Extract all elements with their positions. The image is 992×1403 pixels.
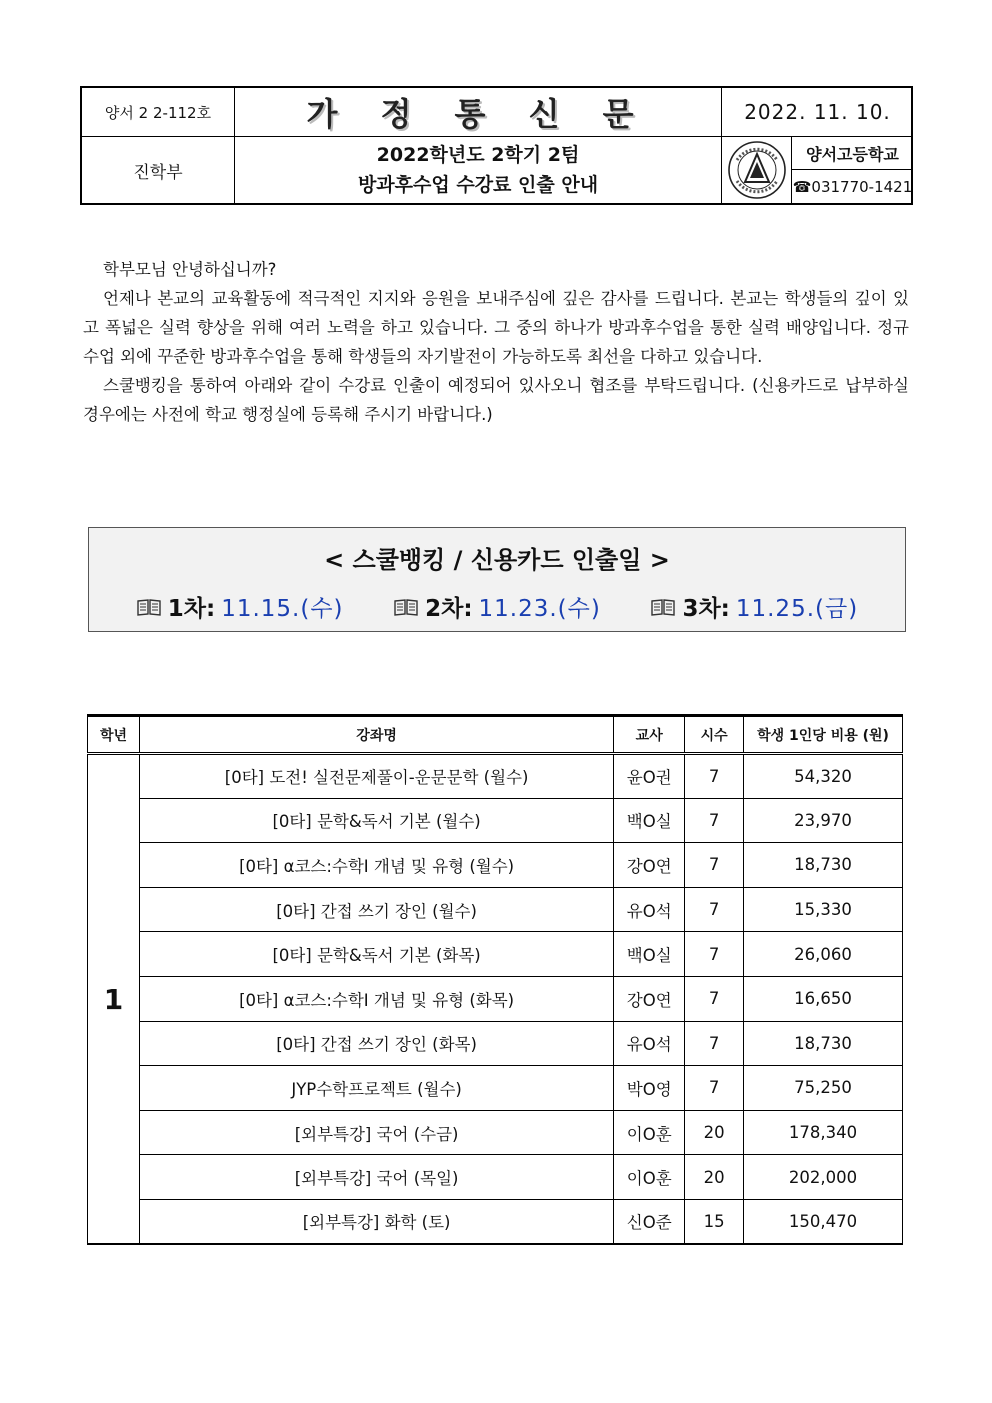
school-phone: ☎031770-1421 [792, 177, 913, 196]
table-row [88, 1199, 903, 1244]
withdrawal-date-value: 11.25.(금) [735, 596, 859, 622]
table-row [88, 843, 903, 888]
withdrawal-date-label: 2차: [425, 596, 473, 622]
teacher-cell: 유O석 [614, 1021, 685, 1066]
cost-cell: 178,340 [744, 1110, 903, 1155]
notice-header [80, 86, 913, 205]
cost-cell: 75,250 [744, 1066, 903, 1111]
col-header-grade: 학년 [88, 716, 140, 754]
course-name-cell: [0타] 문학&독서 기본 (월수) [139, 798, 613, 843]
course-name-cell: [외부특강] 국어 (수금) [139, 1110, 613, 1155]
hours-cell: 15 [685, 1199, 744, 1244]
hours-cell: 7 [685, 976, 744, 1021]
table-row [88, 754, 903, 799]
teacher-cell: 강O연 [614, 976, 685, 1021]
teacher-cell: 박O영 [614, 1066, 685, 1111]
teacher-cell: 백O실 [614, 798, 685, 843]
course-fee-table [87, 714, 903, 1245]
table-row [88, 932, 903, 977]
letter-paragraph-2: 스쿨뱅킹을 통하여 아래와 같이 수강료 인출이 예정되어 있사오니 협조를 부탁드립니다. (신용카드로 납부하실 경우에는 사전에 학교 행정실에 등록해 주시기 바랍니다.) [83, 376, 909, 424]
grade-cell: 1 [88, 754, 140, 1245]
course-name-cell: [0타] 간접 쓰기 장인 (월수) [139, 887, 613, 932]
letter-body [83, 255, 909, 429]
subtitle-line-1: 2022학년도 2학기 2텀 [376, 144, 580, 166]
table-row [88, 1110, 903, 1155]
withdrawal-schedule-box [88, 527, 906, 632]
school-info [792, 137, 913, 203]
course-name-cell: [0타] 도전! 실전문제풀이-운문문학 (월수) [139, 754, 613, 799]
withdrawal-date-3 [650, 590, 858, 623]
col-header-cost: 학생 1인당 비용 (원) [744, 716, 903, 754]
cost-cell: 202,000 [744, 1155, 903, 1200]
course-name-cell: [외부특강] 국어 (목일) [139, 1155, 613, 1200]
open-book-icon [650, 597, 676, 617]
hours-cell: 7 [685, 754, 744, 799]
subtitle-line-2: 방과후수업 수강료 인출 안내 [357, 174, 599, 196]
document-number: 양서 2 2-112호 [82, 88, 235, 136]
hours-cell: 20 [685, 1155, 744, 1200]
cost-cell: 15,330 [744, 887, 903, 932]
col-header-course: 강좌명 [139, 716, 613, 754]
teacher-cell: 유O석 [614, 887, 685, 932]
table-row [88, 976, 903, 1021]
cost-cell: 18,730 [744, 843, 903, 888]
open-book-icon [136, 597, 162, 617]
header-row-top [82, 88, 911, 137]
teacher-cell: 신O준 [614, 1199, 685, 1244]
table-row [88, 1155, 903, 1200]
greeting: 학부모님 안녕하십니까? [103, 260, 277, 279]
withdrawal-date-label: 1차: [167, 596, 216, 622]
teacher-cell: 윤O권 [614, 754, 685, 799]
col-header-teacher: 교사 [614, 716, 685, 754]
department: 진학부 [82, 137, 235, 203]
table-row [88, 887, 903, 932]
hours-cell: 7 [685, 932, 744, 977]
withdrawal-date-1 [136, 590, 344, 623]
withdrawal-date-label: 3차: [682, 596, 730, 622]
withdrawal-title: < 스쿨뱅킹 / 신용카드 인출일 > [324, 546, 670, 574]
hours-cell: 7 [685, 1066, 744, 1111]
teacher-cell: 강O연 [614, 843, 685, 888]
cost-cell: 16,650 [744, 976, 903, 1021]
course-name-cell: [0타] α코스:수학Ⅰ 개념 및 유형 (화목) [139, 976, 613, 1021]
teacher-cell: 이O훈 [614, 1155, 685, 1200]
school-seal-icon [727, 140, 787, 200]
cost-cell: 54,320 [744, 754, 903, 799]
hours-cell: 7 [685, 1021, 744, 1066]
cost-cell: 26,060 [744, 932, 903, 977]
withdrawal-dates [89, 590, 905, 623]
withdrawal-date-value: 11.15.(수) [221, 596, 344, 622]
header-row-bottom [82, 137, 911, 203]
letter-paragraph-1: 언제나 본교의 교육활동에 적극적인 지지와 응원을 보내주심에 깊은 감사를 드립니다. 본교는 학생들의 깊이 있고 폭넓은 실력 향상을 위해 여러 노력을 하고 있습니다. 그 중의 하나가 방과후수업을 통한 실력 배양입니다. 정규수업 외에 꾸준한 방과후수업을 통해 학생들의 자기발전이 가능하도록 최선을 다하고 있습니다. [83, 289, 909, 366]
table-header-row [88, 716, 903, 754]
cost-cell: 18,730 [744, 1021, 903, 1066]
page-title: 가 정 통 신 문 [235, 88, 722, 136]
withdrawal-date-value: 11.23.(수) [478, 596, 601, 622]
course-rows [88, 754, 903, 1245]
hours-cell: 7 [685, 843, 744, 888]
course-name-cell: [외부특강] 화학 (토) [139, 1199, 613, 1244]
open-book-icon [393, 597, 419, 617]
school-seal-logo [722, 137, 792, 203]
teacher-cell: 백O실 [614, 932, 685, 977]
course-name-cell: [0타] 문학&독서 기본 (화목) [139, 932, 613, 977]
course-name-cell: JYP수학프로젝트 (월수) [139, 1066, 613, 1111]
hours-cell: 7 [685, 887, 744, 932]
hours-cell: 20 [685, 1110, 744, 1155]
course-name-cell: [0타] α코스:수학Ⅰ 개념 및 유형 (월수) [139, 843, 613, 888]
notice-subtitle [235, 137, 722, 203]
table-row [88, 1066, 903, 1111]
teacher-cell: 이O훈 [614, 1110, 685, 1155]
cost-cell: 150,470 [744, 1199, 903, 1244]
table-row [88, 1021, 903, 1066]
withdrawal-date-2 [393, 590, 601, 623]
table-row [88, 798, 903, 843]
hours-cell: 7 [685, 798, 744, 843]
issue-date: 2022. 11. 10. [744, 100, 891, 124]
course-name-cell: [0타] 간접 쓰기 장인 (화목) [139, 1021, 613, 1066]
cost-cell: 23,970 [744, 798, 903, 843]
col-header-hours: 시수 [685, 716, 744, 754]
school-name: 양서고등학교 [792, 137, 913, 170]
